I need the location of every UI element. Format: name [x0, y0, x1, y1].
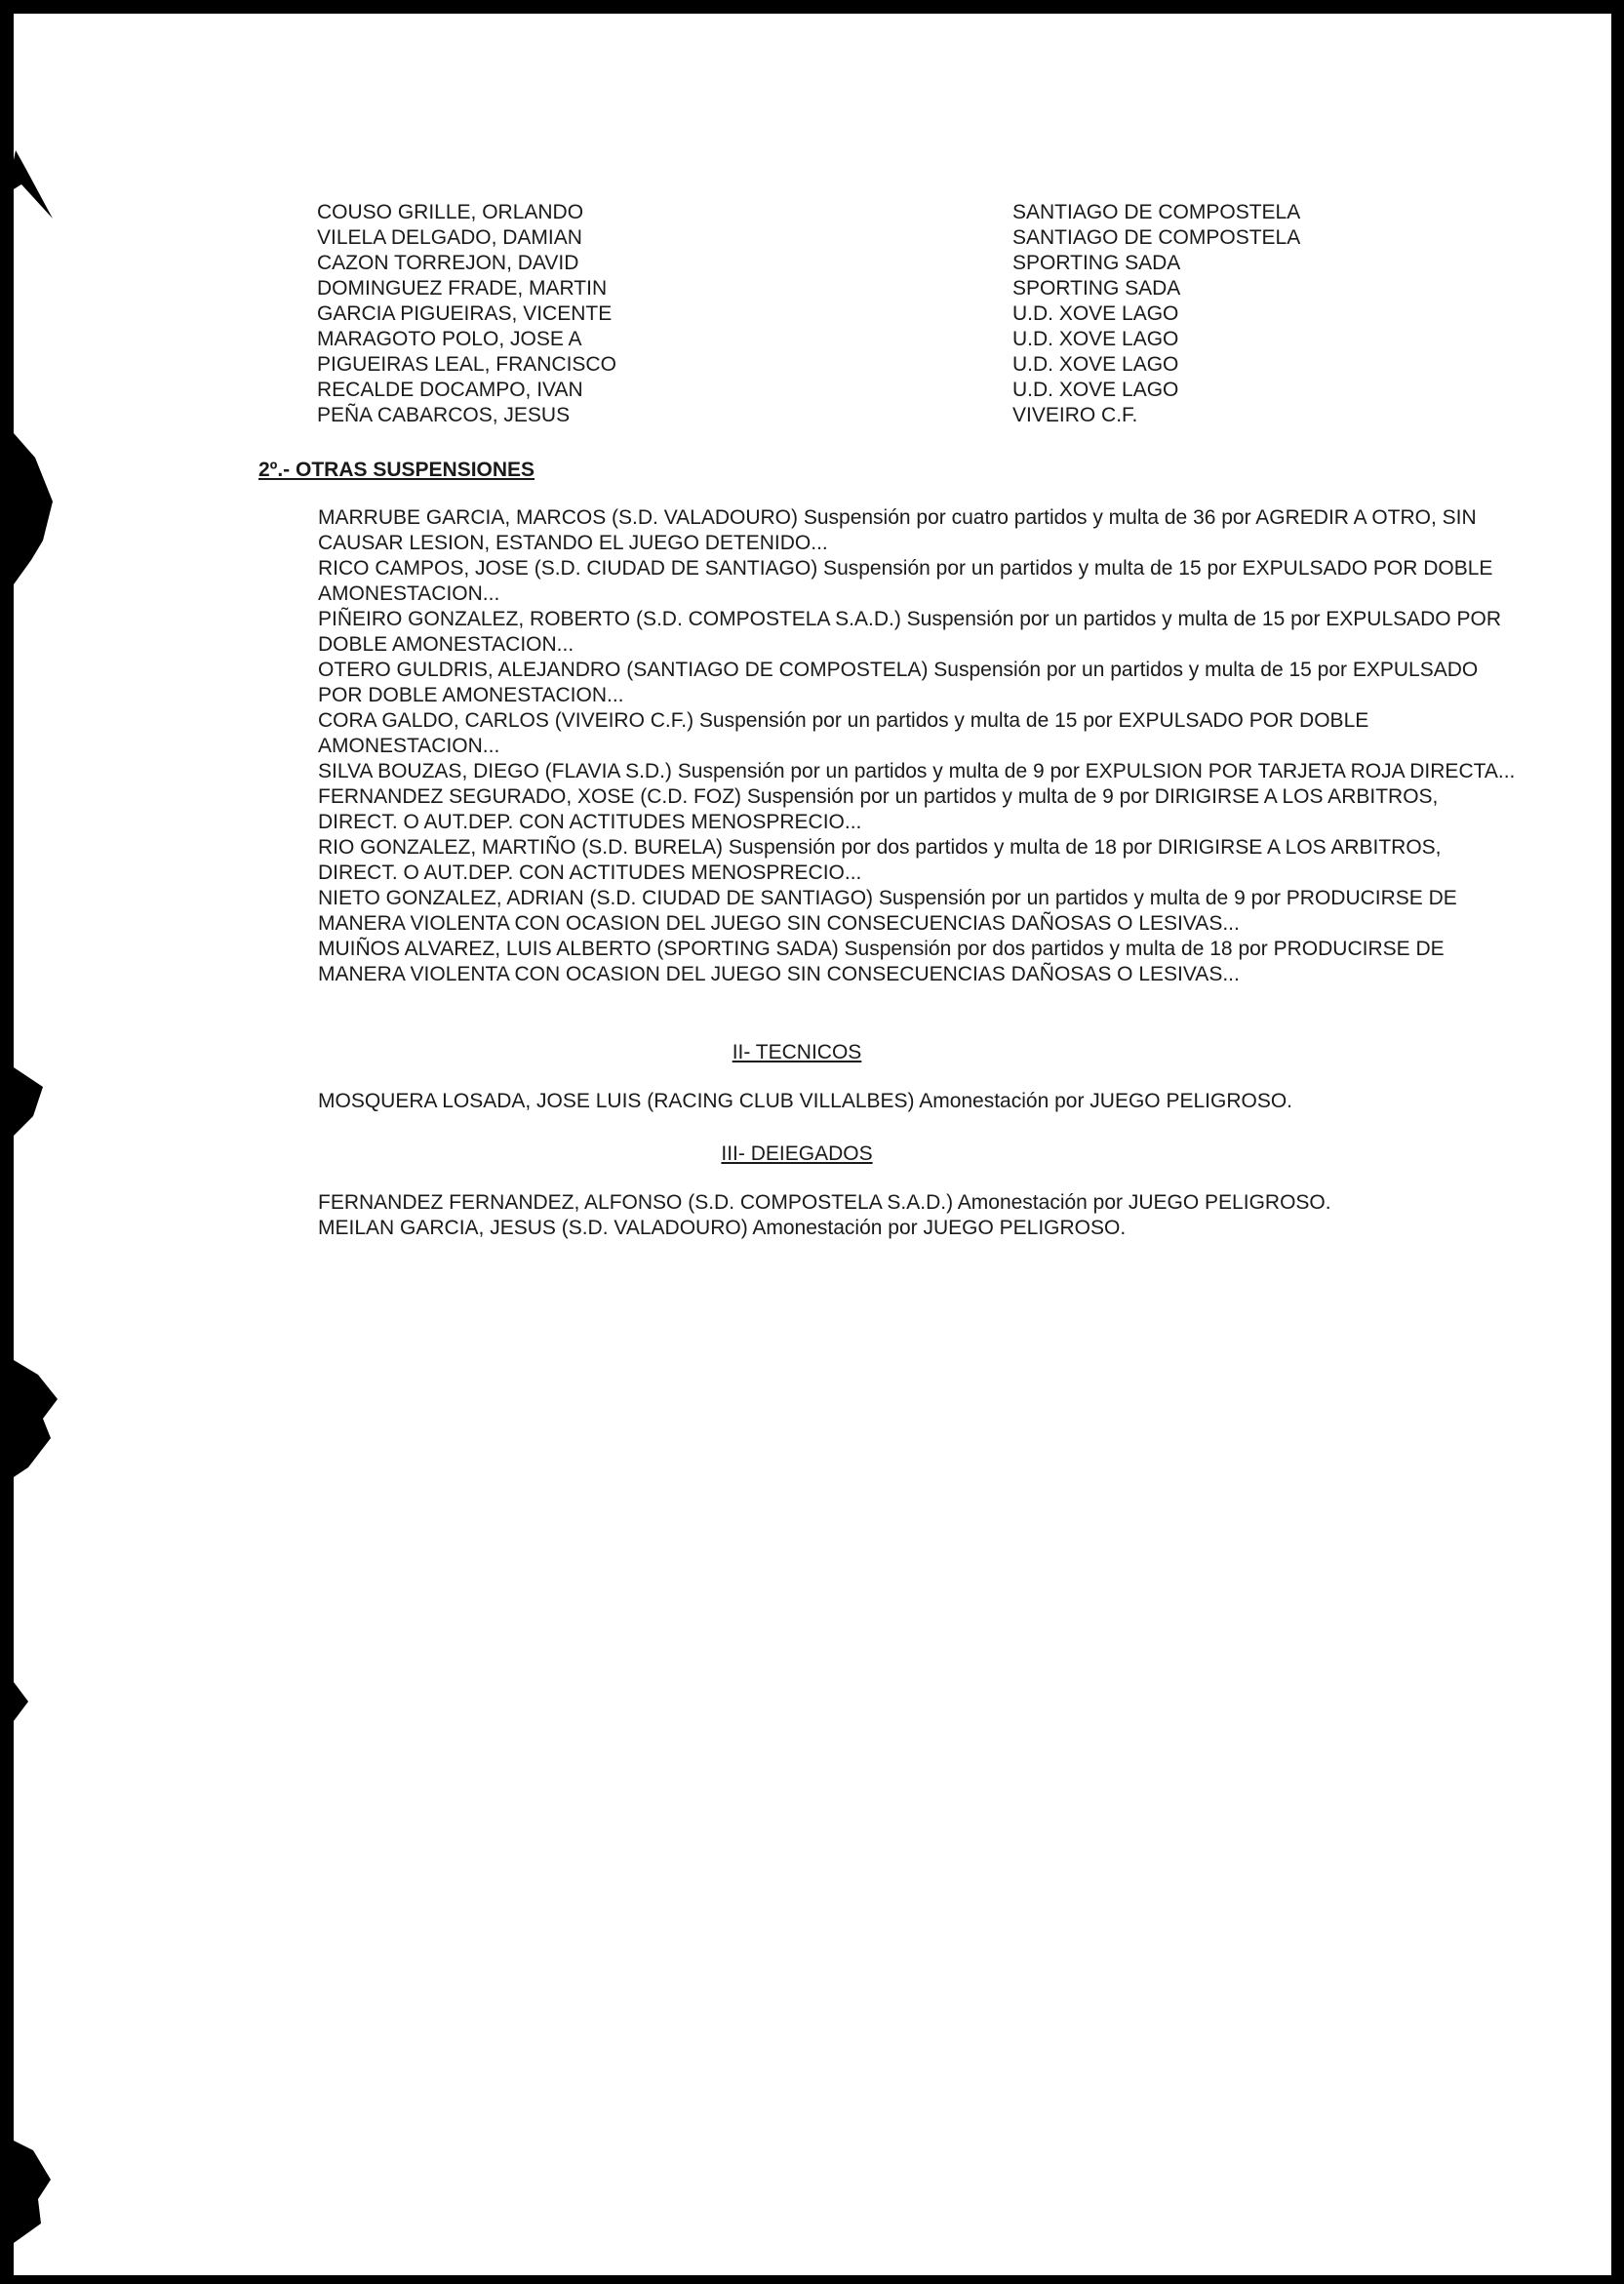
player-club: SANTIAGO DE COMPOSTELA [1012, 226, 1301, 249]
suspension-entry: PIÑEIRO GONZALEZ, ROBERTO (S.D. COMPOSTELA S.A.D.) Suspensión por un partidos y multa de 15 por EXPULSADO POR DOBLE AMONESTACION... [318, 608, 1501, 656]
player-name: MARAGOTO POLO, JOSE A [317, 328, 582, 350]
player-club: VIVEIRO C.F. [1012, 404, 1138, 426]
player-club-column [1012, 200, 1300, 428]
player-club: U.D. XOVE LAGO [1012, 328, 1179, 350]
suspension-entry: OTERO GULDRIS, ALEJANDRO (SANTIAGO DE COMPOSTELA) Suspensión por un partidos y multa de 15 por EXPULSADO POR DOBLE AMONESTACION... [318, 659, 1479, 706]
delegados-list [318, 1190, 1518, 1241]
player-name: VILELA DELGADO, DAMIAN [317, 226, 582, 249]
suspension-list [318, 505, 1518, 987]
suspension-entry: CORA GALDO, CARLOS (VIVEIRO C.F.) Suspensión por un partidos y multa de 15 por EXPULSADO POR DOBLE AMONESTACION... [318, 709, 1369, 757]
player-name: DOMINGUEZ FRADE, MARTIN [317, 277, 608, 300]
suspension-entry: SILVA BOUZAS, DIEGO (FLAVIA S.D.) Suspensión por un partidos y multa de 9 por EXPULSION POR TARJETA ROJA DIRECTA... [318, 760, 1516, 782]
player-club: SANTIAGO DE COMPOSTELA [1012, 201, 1301, 223]
player-name: PIGUEIRAS LEAL, FRANCISCO [317, 353, 616, 376]
player-name: RECALDE DOCAMPO, IVAN [317, 379, 583, 401]
player-name: CAZON TORREJON, DAVID [317, 252, 579, 274]
player-name: COUSO GRILLE, ORLANDO [317, 201, 584, 223]
document-page [14, 14, 1611, 2275]
player-club: U.D. XOVE LAGO [1012, 302, 1179, 325]
player-name-column [317, 200, 616, 428]
player-club: U.D. XOVE LAGO [1012, 379, 1179, 401]
player-club: U.D. XOVE LAGO [1012, 353, 1179, 376]
suspension-entry: RIO GONZALEZ, MARTIÑO (S.D. BURELA) Suspensión por dos partidos y multa de 18 por DIRIGIRSE A LOS ARBITROS, DIRECT. O AUT.DEP. CON ACTITUDES MENOSPRECIO... [318, 836, 1442, 884]
section-heading-tecnicos: II- TECNICOS [732, 1041, 862, 1063]
player-name: PEÑA CABARCOS, JESUS [317, 404, 571, 426]
suspension-entry: MARRUBE GARCIA, MARCOS (S.D. VALADOURO) Suspensión por cuatro partidos y multa de 36 por AGREDIR A OTRO, SIN CAUSAR LESION, ESTANDO EL JUEGO DETENIDO... [318, 506, 1477, 554]
delegado-entry: MEILAN GARCIA, JESUS (S.D. VALADOURO) Amonestación por JUEGO PELIGROSO. [318, 1217, 1127, 1239]
player-club: SPORTING SADA [1012, 277, 1181, 300]
suspension-entry: MUIÑOS ALVAREZ, LUIS ALBERTO (SPORTING SADA) Suspensión por dos partidos y multa de 18 por PRODUCIRSE DE MANERA VIOLENTA CON OCASION DEL JUEGO SIN CONSECUENCIAS DAÑOSAS O LESIVAS... [318, 938, 1445, 985]
delegado-entry: FERNANDEZ FERNANDEZ, ALFONSO (S.D. COMPOSTELA S.A.D.) Amonestación por JUEGO PELIGROSO. [318, 1191, 1331, 1214]
suspension-entry: RICO CAMPOS, JOSE (S.D. CIUDAD DE SANTIAGO) Suspensión por un partidos y multa de 15 por EXPULSADO POR DOBLE AMONESTACION... [318, 557, 1493, 605]
suspension-entry: FERNANDEZ SEGURADO, XOSE (C.D. FOZ) Suspensión por un partidos y multa de 9 por DIRIGIRSE A LOS ARBITROS, DIRECT. O AUT.DEP. CON ACTITUDES MENOSPRECIO... [318, 785, 1439, 833]
suspension-entry: NIETO GONZALEZ, ADRIAN (S.D. CIUDAD DE SANTIAGO) Suspensión por un partidos y multa de 9 por PRODUCIRSE DE MANERA VIOLENTA CON OCASION DEL JUEGO SIN CONSECUENCIAS DAÑOSAS O LESIVAS... [318, 887, 1457, 935]
player-club: SPORTING SADA [1012, 252, 1181, 274]
section-heading-otras-suspensiones: 2º.- OTRAS SUSPENSIONES [258, 459, 535, 481]
player-name: GARCIA PIGUEIRAS, VICENTE [317, 302, 613, 325]
section-heading-delegados: III- DEIEGADOS [721, 1142, 873, 1165]
tecnico-entry: MOSQUERA LOSADA, JOSE LUIS (RACING CLUB VILLALBES) Amonestación por JUEGO PELIGROSO. [318, 1090, 1292, 1112]
